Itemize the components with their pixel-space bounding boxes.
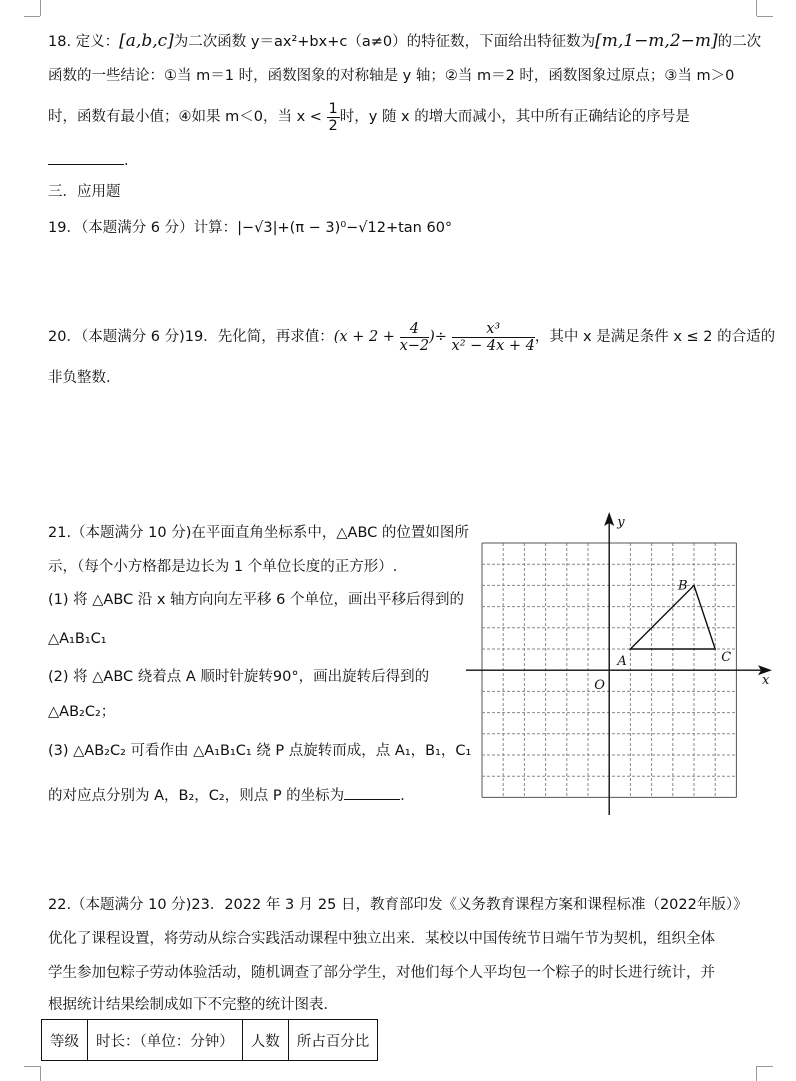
q20-expr-open: (x + 2 +	[333, 329, 395, 345]
q20-line-1	[48, 318, 775, 356]
q20-text-d: ，其中 x 是满足条件 x ≤ 2 的合适的	[534, 329, 776, 345]
q21-line-2: 示，（每个小方格都是边长为 1 个单位长度的正方形）.	[48, 559, 398, 575]
table-header-row	[42, 1020, 378, 1061]
q21-line-6: △AB₂C₂；	[48, 704, 116, 720]
q22-line-1: 22.（本题满分 10 分)23．2022 年 3 月 25 日，教育部印发《义务教育课程方案和课程标准（2022年版）》	[48, 897, 748, 913]
q20-frac1-num: 4	[400, 321, 430, 338]
q18-line-2: 函数的一些结论：①当 m＝1 时，函数图象的对称轴是 y 轴；②当 m＝2 时，函数图象过原点；③当 m＞0	[48, 68, 735, 84]
y-axis-label: y	[617, 515, 625, 530]
q18-answer-blank[interactable]	[48, 148, 124, 165]
q21-line-3: (1) 将 △ABC 沿 x 轴方向向左平移 6 个单位，画出平移后得到的	[48, 592, 464, 608]
q22-line-3: 学生参加包粽子劳动体验活动，随机调查了部分学生，对他们每个人平均包一个粽子的时长进行统计，并	[48, 965, 715, 981]
q20-line-2: 非负整数．	[48, 370, 121, 386]
q21-line-4: △A₁B₁C₁	[48, 631, 107, 647]
q18-line-1	[48, 31, 761, 52]
q18-text-end: 的二次	[717, 34, 762, 50]
crop-mark	[757, 1066, 773, 1067]
q18-line-4	[48, 148, 139, 171]
q18-text: 为二次函数 y＝ax²+bx+c（a≠0）的特征数，下面给出特征数为	[173, 34, 596, 50]
point-c-label: C	[721, 650, 732, 665]
q21-period: ．	[400, 788, 415, 804]
table-header-cell: 等级	[42, 1020, 88, 1061]
crop-mark	[24, 1066, 40, 1067]
q18-feature-m: [m,1−m,2−m]	[595, 31, 718, 51]
q20-fraction-1	[400, 321, 430, 354]
table-header-cell: 人数	[242, 1020, 288, 1061]
q21-line-1: 21.（本题满分 10 分)在平面直角坐标系中，△ABC 的位置如图所	[48, 525, 469, 541]
q20-frac2-den: x² − 4x + 4	[451, 337, 535, 354]
table-header-cell: 时长：（单位：分钟）	[88, 1020, 243, 1061]
q22-line-4: 根据统计结果绘制成如下不完整的统计图表．	[48, 997, 338, 1013]
q18-frac-den: 2	[328, 117, 338, 134]
q21-answer-blank[interactable]	[344, 785, 400, 800]
q21-line-5: (2) 将 △ABC 绕着点 A 顺时针旋转90°，画出旋转后得到的	[48, 669, 430, 685]
crop-mark	[24, 16, 40, 17]
table-header-cell: 所占百分比	[288, 1020, 378, 1061]
q21-line-7: (3) △AB₂C₂ 可看作由 △A₁B₁C₁ 绕 P 点旋转而成，点 A₁，B₁，C₁	[48, 743, 472, 759]
graph-labels	[594, 515, 770, 693]
q21-line-8	[48, 785, 415, 806]
point-a-label: A	[617, 654, 627, 669]
q20-expr-close: )÷	[429, 329, 447, 345]
coordinate-grid	[466, 510, 776, 820]
q20-text-a: 20．（本题满分 6 分)19．先化简，再求值：	[48, 329, 334, 345]
crop-mark	[40, 1066, 41, 1081]
q18-text-3a: 时，函数有最小值；④如果 m＜0，当 x <	[48, 109, 322, 125]
q18-text-3b: 时，y 随 x 的增大而减小，其中所有正确结论的序号是	[339, 109, 690, 125]
q19-line: 19．（本题满分 6 分）计算：|−√3|+(π − 3)⁰−√12+tan 60°	[48, 220, 453, 236]
q18-label: 18. 定义：	[48, 34, 120, 50]
q18-period: ．	[124, 153, 139, 169]
q18-frac-num: 1	[328, 100, 338, 117]
section-heading: 三．应用题	[48, 184, 121, 200]
q22-line-2: 优化了课程设置，将劳动从综合实践活动课程中独立出来．某校以中国传统节日端午节为契机，组织全体	[48, 931, 715, 947]
q20-frac1-den: x−2	[399, 337, 430, 354]
q20-fraction-2	[452, 321, 535, 354]
crop-mark	[40, 0, 41, 16]
x-axis-label: x	[762, 673, 770, 689]
q21-text-8: 的对应点分别为 A，B₂，C₂，则点 P 的坐标为	[48, 788, 345, 804]
q18-line-3	[48, 100, 690, 134]
crop-mark	[756, 1066, 757, 1081]
q18-fraction	[327, 101, 340, 134]
q20-frac2-num: x³	[452, 321, 535, 338]
origin-label: O	[594, 678, 605, 694]
stats-table	[41, 1019, 378, 1061]
crop-mark	[756, 0, 757, 16]
point-b-label: B	[678, 578, 688, 594]
crop-mark	[757, 16, 773, 17]
q18-feature-abc: [a,b,c]	[119, 31, 174, 51]
